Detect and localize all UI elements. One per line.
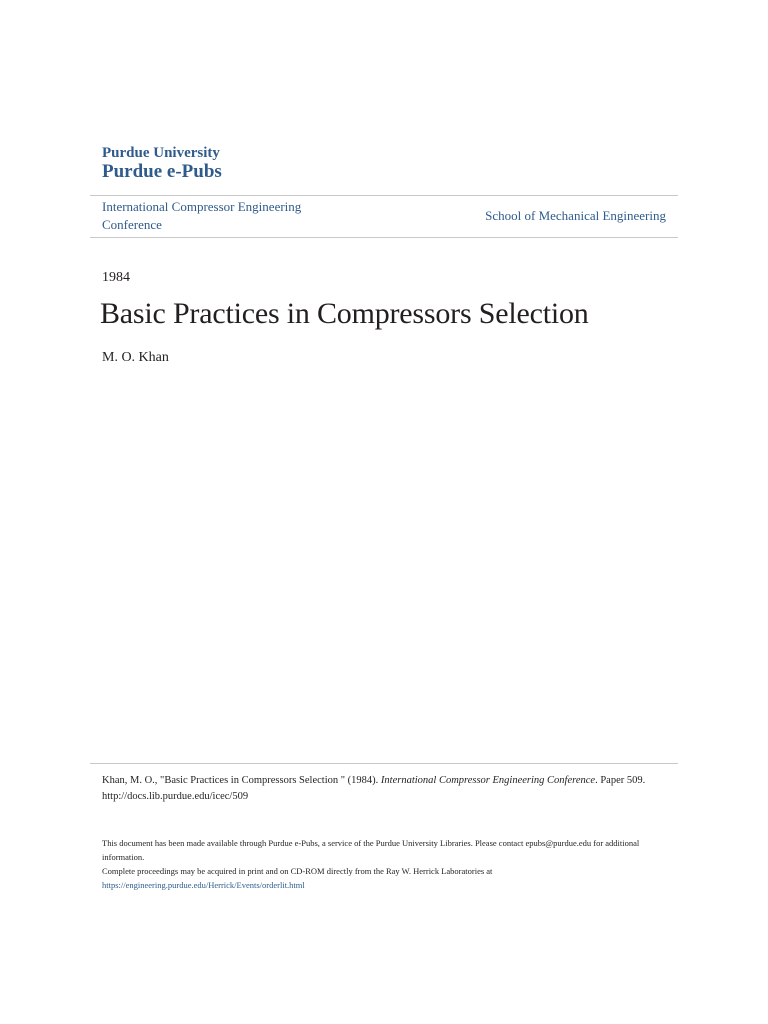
citation-block <box>102 773 672 805</box>
paper-title: Basic Practices in Compressors Selection <box>100 297 589 330</box>
citation-url[interactable]: http://docs.lib.purdue.edu/icec/509 <box>102 791 249 802</box>
citation-suffix: . Paper 509. <box>595 775 646 786</box>
repository-link[interactable]: Purdue e-Pubs <box>102 161 222 182</box>
conference-link[interactable]: International Compressor Engineering Conference <box>102 199 302 232</box>
publication-year: 1984 <box>102 270 130 285</box>
notice-block <box>102 836 672 892</box>
top-divider <box>90 195 678 196</box>
notice-proceedings: Complete proceedings may be acquired in print and on CD-ROM directly from the Ray W. Herrick Laboratories at <box>102 866 493 876</box>
footer-divider <box>90 763 678 764</box>
citation-venue: International Compressor Engineering Conference <box>380 775 596 786</box>
university-name: Purdue University <box>102 145 220 161</box>
herrick-orderlit-link[interactable]: https://engineering.purdue.edu/Herrick/Events/orderlit.html <box>102 880 305 890</box>
school-link[interactable]: School of Mechanical Engineering <box>485 208 666 223</box>
header-divider <box>90 237 678 238</box>
author-name: M. O. Khan <box>102 350 169 365</box>
notice-availability: This document has been made available through Purdue e-Pubs, a service of the Purdue University Libraries. Please contact epubs@purdue.edu for additional information. <box>102 838 640 862</box>
citation-prefix: Khan, M. O., "Basic Practices in Compressors Selection " (1984). <box>102 775 381 786</box>
